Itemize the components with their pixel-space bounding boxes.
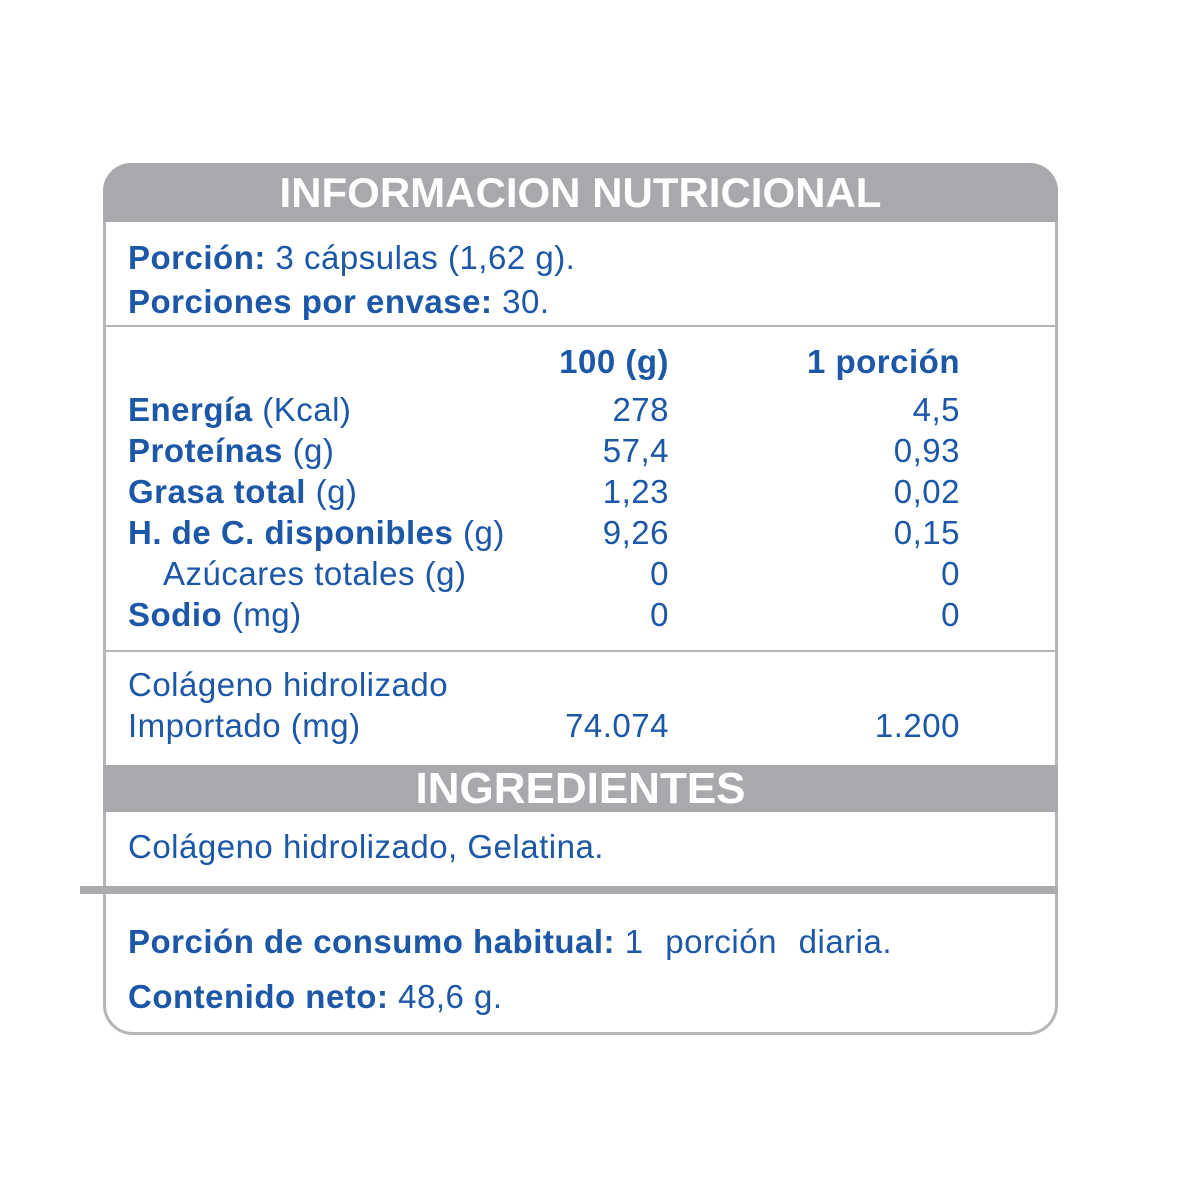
nutrient-name: Azúcares totales <box>163 555 415 592</box>
serving-section <box>106 222 1055 325</box>
habitual-portion-line <box>128 914 960 969</box>
nutrient-name: Energía <box>128 391 253 428</box>
value-per-portion: 0 <box>941 555 960 592</box>
ingredients-header-bar <box>103 765 1058 812</box>
col-header-portion: 1 porción <box>806 343 960 380</box>
nutrient-unit: (g) <box>463 514 505 551</box>
collagen-name-line1: Colágeno hidrolizado <box>128 666 449 703</box>
habitual-portion-label: Porción de consumo habitual: <box>128 923 616 960</box>
collagen-per-100g: 74.074 <box>565 707 669 744</box>
nutrient-unit: (g) <box>292 432 335 469</box>
value-per-100g: 1,23 <box>602 473 669 510</box>
nutrition-title: INFORMACION NUTRICIONAL <box>279 168 882 216</box>
nutrient-table <box>106 327 1055 650</box>
collagen-name-line2: Importado (mg) <box>128 707 361 744</box>
col-header-100g: 100 (g) <box>559 343 669 380</box>
ingredients-list <box>106 812 1055 886</box>
portion-line <box>128 236 960 280</box>
nutrient-name: Grasa total <box>128 473 306 510</box>
ingredients-title: INGREDIENTES <box>415 763 746 813</box>
collagen-per-portion: 1.200 <box>874 707 960 744</box>
net-content-label: Contenido neto: <box>128 978 389 1015</box>
table-row <box>128 594 960 635</box>
nutrient-unit: (g) <box>424 555 467 592</box>
value-per-100g: 278 <box>612 391 669 428</box>
footer-section <box>106 894 1055 1032</box>
collagen-row <box>106 652 1055 765</box>
net-content-value: 48,6 g. <box>398 978 503 1015</box>
nutrient-unit: (mg) <box>231 596 302 633</box>
value-per-100g: 9,26 <box>602 514 669 551</box>
portion-label: Porción: <box>128 239 266 276</box>
habitual-portion-value: 1 porción diaria. <box>624 923 893 960</box>
value-per-portion: 0,93 <box>893 432 960 469</box>
nutrient-unit: (Kcal) <box>262 391 352 428</box>
table-row <box>128 430 960 471</box>
table-row <box>128 512 960 553</box>
value-per-portion: 0 <box>941 596 960 633</box>
value-per-100g: 57,4 <box>602 432 669 469</box>
servings-value: 30. <box>502 283 550 320</box>
value-per-100g: 0 <box>650 555 669 592</box>
table-row <box>128 389 960 430</box>
value-per-portion: 0,15 <box>893 514 960 551</box>
nutrition-header-bar <box>103 163 1058 222</box>
servings-label: Porciones por envase: <box>128 283 493 320</box>
table-header-row <box>128 339 960 385</box>
nutrient-name: Proteínas <box>128 432 283 469</box>
nutrition-label <box>103 163 1058 1035</box>
value-per-100g: 0 <box>650 596 669 633</box>
divider-thick <box>80 886 1058 894</box>
servings-line <box>128 280 960 324</box>
nutrient-unit: (g) <box>315 473 358 510</box>
nutrient-name: Sodio <box>128 596 223 633</box>
ingredients-text: Colágeno hidrolizado, Gelatina. <box>128 828 604 865</box>
value-per-portion: 4,5 <box>912 391 960 428</box>
value-per-portion: 0,02 <box>893 473 960 510</box>
table-row <box>128 471 960 512</box>
portion-value: 3 cápsulas (1,62 g). <box>275 239 576 276</box>
nutrient-name: H. de C. disponibles <box>128 514 454 551</box>
table-row <box>128 553 960 594</box>
net-content-line <box>128 969 960 1024</box>
